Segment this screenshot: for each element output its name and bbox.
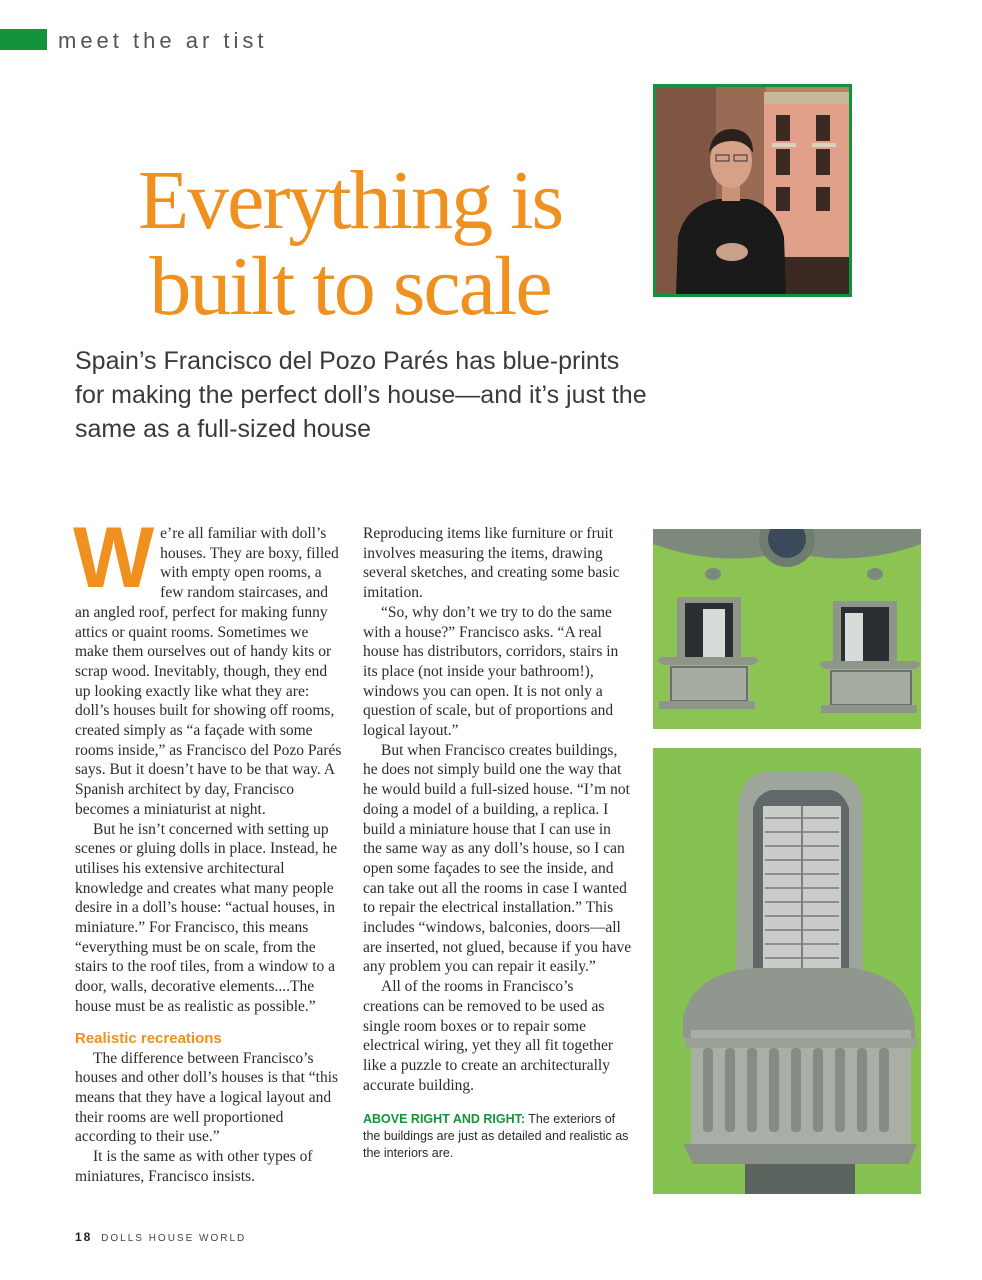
drop-cap: W [73,510,155,606]
artist-portrait-photo [653,84,852,297]
standfirst: Spain’s Francisco del Pozo Parés has blue-prints for making the perfect doll’s house—and it’s just the same as a full-sized house [75,347,647,443]
article-column-1 [73,510,343,1187]
publication-name: DOLLS HOUSE WORLD [101,1233,247,1244]
paragraph: “So, why don’t we try to do the same with a house?” Francisco asks. “A real house has distributors, corridors, stairs in its place (not inside your bathroom!), windows you can open. It is not only a question of scale, but of proportions and logical layout.” [363,603,619,740]
paragraph: Reproducing items like furniture or fruit involves measuring the items, drawing several sketches, and creating some basic imitation. [363,525,620,602]
page-footer [75,1230,246,1244]
article-column-2 [363,524,633,1162]
subhead: Realistic recreations [75,1029,222,1047]
paragraph: It is the same as with other types of miniatures, Francisco insists. [75,1148,313,1185]
paragraph: But when Francisco creates buildings, he does not simply build one the way that he would build a full-sized house. “I’m not doing a model of a building, a replica. I build a miniature house that I can use in the same way as any doll’s house, so I can open some façades to see the inside, and can take out all the rooms in case I wanted to repair the electrical installation.” This includes “windows, balconies, doors—all are inserted, not glued, because if you have any problem you can repair it easily.” [363,741,632,976]
headline: Everything is built to scale [137,154,563,333]
paragraph: The difference between Francisco’s houses and other doll’s houses is that “this means that they have a logical layout and their rooms are well proportioned according to their use.” [75,1049,339,1146]
paragraph: e’re all familiar with doll’s houses. They are boxy, filled with empty open rooms, a few random staircases, and an angled roof, perfect for making funny attics or quaint rooms. Sometimes we make them ourselves out of handy kits or scrap wood. Inevitably, though, they end up looking exactly like what they are: doll’s houses built for showing off rooms, created simply as “a façade with some rooms inside,” as Francisco del Pozo Parés says. But it doesn’t have to be that way. A Spanish architect by day, Francisco becomes a miniaturist at night. [75,525,342,818]
paragraph: All of the rooms in Francisco’s creations can be removed to be used as single room boxes or to repair some electrical wiring, yet they all fit together like a puzzle to create an architecturally accurate building. [363,978,614,1094]
section-label: meet the ar tist [58,28,268,53]
section-color-bar [0,29,47,50]
photo-caption [363,1111,633,1162]
window-balcony-photo [653,748,921,1194]
caption-text: The exteriors of the buildings are just as detailed and realistic as the interiors are. [363,1112,629,1161]
page-number: 18 [75,1230,93,1244]
paragraph: But he isn’t concerned with setting up scenes or gluing dolls in place. Instead, he utilises his extensive architectural knowledge and creates what many people desire in a doll’s house: “actual houses, in miniature.” For Francisco, this means “everything must be on scale, from the stairs to the roof tiles, from a window to a door, walls, decorative elements....The house must be as realistic as possible.” [75,820,338,1015]
facade-balconies-photo [653,529,921,729]
caption-lead: ABOVE RIGHT AND RIGHT: [363,1112,526,1127]
